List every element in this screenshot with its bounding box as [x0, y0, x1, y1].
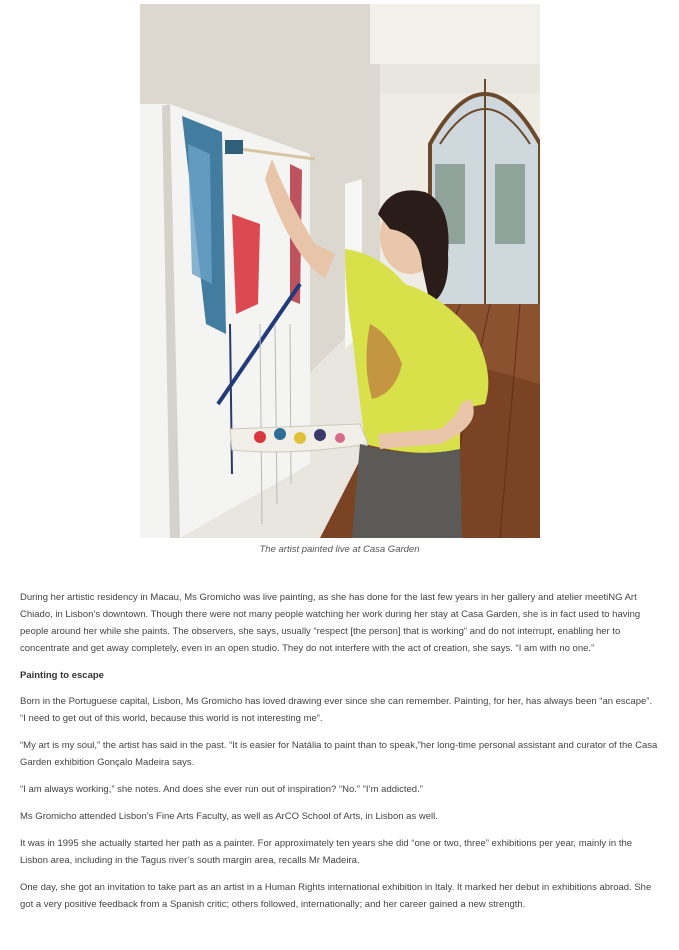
article-paragraph: It was in 1995 she actually started her path as a painter. For approximately ten years she did “one or two, three” exhibitions per year, mainly in the Lisbon area, including in the Tagus river’s south margin area, recalls Mr Madeira. [20, 838, 633, 866]
article-paragraph: One day, she got an invitation to take part as an artist in a Human Rights international exhibition in Italy. It marked her debut in exhibitions abroad. She got a very positive feedback from a Spanish critic; others followed, internationally; and her career gained a new strength. [20, 882, 652, 910]
photo-caption: The artist painted live at Casa Garden [259, 544, 420, 555]
article-paragraph: “My art is my soul,” the artist has said in the past. “It is easier for Natália to paint than to speak,”her long-time personal assistant and curator of the Casa Garden exhibition Gonçalo Madeira says. [20, 740, 658, 768]
article-paragraph: During her artistic residency in Macau, Ms Gromicho was live painting, as she has done for the last few years in her gallery and atelier meetiNG Art Chiado, in Lisbon’s downtown. Though there were not many people watching her work during her stay at Casa Garden, she is in fact used to having people around her while she paints. The observers, she says, usually “respect [the person] that is working” and do not interrupt, enabling her to concentrate and get away completely, even in an open studio. They do not interfere with the act of creation, she says. “I am with no one.” [20, 592, 641, 654]
article-photo [140, 4, 540, 538]
article-paragraph: “I am always working,” she notes. And does she ever run out of inspiration? “No.” “I’m addicted.” [20, 784, 423, 795]
article-body [20, 589, 660, 923]
article-paragraph: Ms Gromicho attended Lisbon’s Fine Arts Faculty, as well as ArCO School of Arts, in Lisbon as well. [20, 811, 438, 822]
artist-painting-illustration [140, 4, 540, 538]
article-paragraph: Born in the Portuguese capital, Lisbon, Ms Gromicho has loved drawing ever since she can remember. Painting, for her, has always been “an escape”. “I need to get out of this world, because this world is not interesting me”. [20, 696, 653, 724]
section-subheading: Painting to escape [20, 670, 104, 681]
